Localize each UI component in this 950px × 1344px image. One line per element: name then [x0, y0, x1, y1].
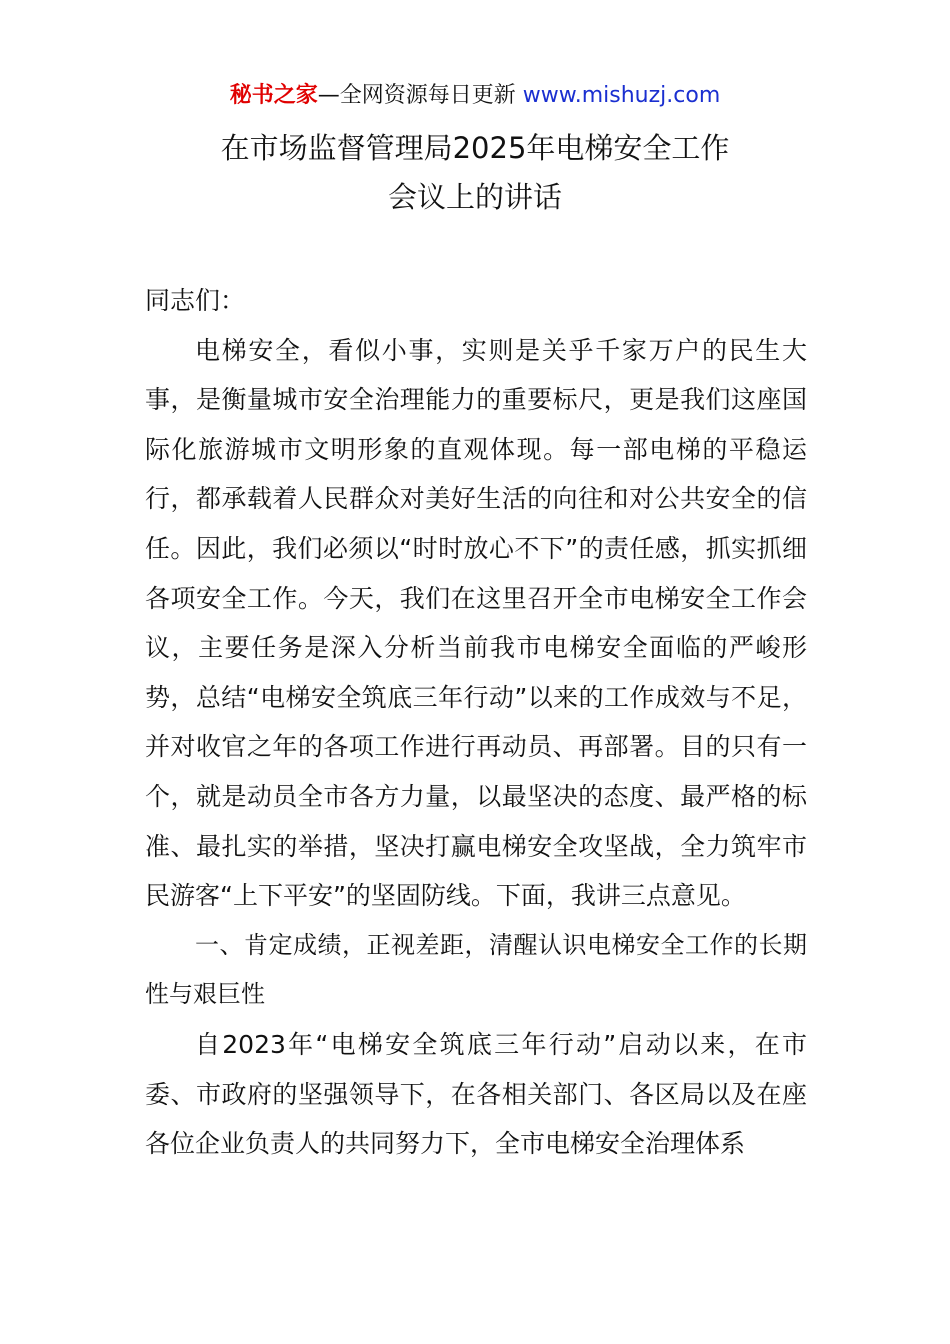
website-link[interactable]: www.mishuzj.com — [522, 83, 721, 108]
document-title-line-1: 在市场监督管理局2025年电梯安全工作 — [220, 131, 730, 165]
salutation: 同志们： — [145, 286, 246, 315]
document-body — [145, 276, 807, 1169]
header-tagline: —全网资源每日更新 — [317, 83, 516, 108]
paragraph-intro: 电梯安全，看似小事，实则是关乎千家万户的民生大事，是衡量城市安全治理能力的重要标尺，更是我们这座国际化旅游城市文明形象的直观体现。每一部电梯的平稳运行，都承载着人民群众对美好生活的向往和对公共安全的信任。因此，我们必须以“时时放心不下”的责任感，抓实抓细各项安全工作。今天，我们在这里召开全市电梯安全工作会议，主要任务是深入分析当前我市电梯安全面临的严峻形势，总结“电梯安全筑底三年行动”以来的工作成效与不足，并对收官之年的各项工作进行再动员、再部署。目的只有一个，就是动员全市各方力量，以最坚决的态度、最严格的标准、最扎实的举措，坚决打赢电梯安全攻坚战，全力筑牢市民游客“上下平安”的坚固防线。下面，我讲三点意见。 — [145, 335, 807, 911]
site-header — [0, 80, 950, 112]
brand-name: 秘书之家 — [229, 83, 318, 108]
document-title-line-2: 会议上的讲话 — [387, 180, 562, 214]
section-heading-1: 一、肯定成绩，正视差距，清醒认识电梯安全工作的长期性与艰巨性 — [145, 930, 807, 1009]
paragraph-2: 自2023年“电梯安全筑底三年行动”启动以来，在市委、市政府的坚强领导下，在各相关部门、各区局以及在座各位企业负责人的共同努力下，全市电梯安全治理体系 — [145, 1029, 807, 1159]
